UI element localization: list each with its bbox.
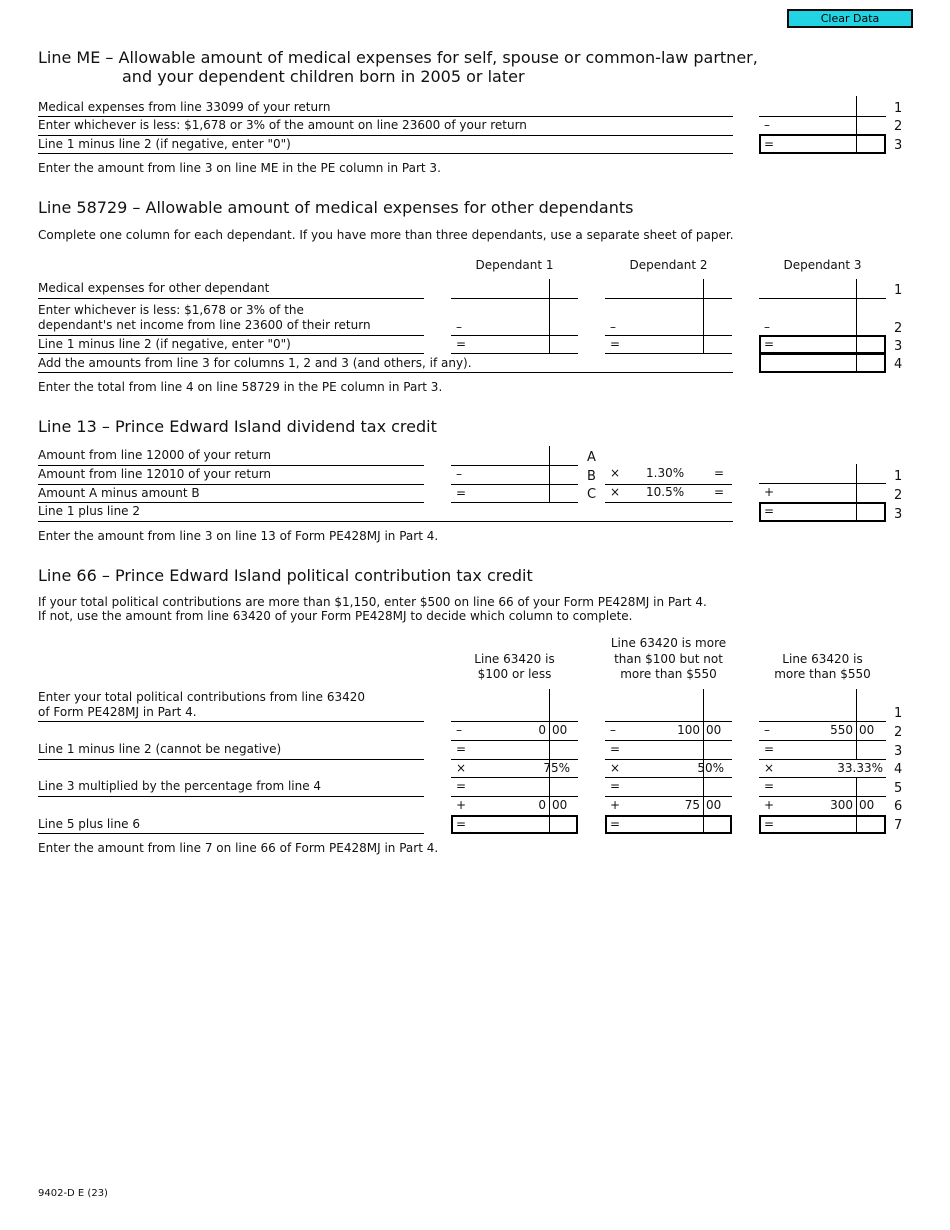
line-66-title: Line 66 – Prince Edward Island political contribution tax credit xyxy=(38,566,533,585)
rule xyxy=(38,116,733,117)
pol-row1-label-b: of Form PE428MJ in Part 4. xyxy=(38,705,197,719)
field-line xyxy=(605,796,732,797)
field-line xyxy=(451,759,578,760)
field-line xyxy=(451,721,578,722)
equals-sign: = xyxy=(456,486,467,500)
equals-sign: = xyxy=(764,337,775,351)
field-line xyxy=(605,298,732,299)
col2-header-c: more than $550 xyxy=(620,667,717,681)
plus-sign: + xyxy=(610,798,621,812)
equals-sign: = xyxy=(610,337,621,351)
field-line xyxy=(605,777,732,778)
col2-line6-cents: 00 xyxy=(706,798,722,812)
field-line xyxy=(605,740,732,741)
minus-sign: – xyxy=(456,723,462,737)
clear-data-button[interactable]: Clear Data xyxy=(787,9,913,28)
line-58729-note: Enter the total from line 4 on line 58729 in the PE column in Part 3. xyxy=(38,380,443,394)
rule xyxy=(38,372,733,373)
line-number: 4 xyxy=(894,357,903,372)
line-13-note: Enter the amount from line 3 on line 13 of Form PE428MJ in Part 4. xyxy=(38,529,439,543)
minus-sign: – xyxy=(764,320,770,334)
cents-divider xyxy=(703,689,704,740)
line-66-intro-1: If your total political contributions are more than $1,150, enter $500 on line 66 of your Form PE428MJ in Part 4. xyxy=(38,595,707,609)
dep3-line3-field[interactable] xyxy=(759,335,886,354)
col1-header-a: Line 63420 is xyxy=(474,652,555,666)
field-line xyxy=(451,353,578,354)
div-row3-label: Line 1 plus line 2 xyxy=(38,504,140,518)
equals-sign: = xyxy=(456,742,467,756)
line-66-intro-2: If not, use the amount from line 63420 of your Form PE428MJ to decide which column to complete. xyxy=(38,609,633,623)
dep-row2-label-a: Enter whichever is less: $1,678 or 3% of the xyxy=(38,303,304,317)
cents-divider xyxy=(703,279,704,353)
rule xyxy=(38,521,733,522)
col1-line6-cents: 00 xyxy=(552,798,568,812)
equals-sign: = xyxy=(764,742,775,756)
field-line xyxy=(451,777,578,778)
equals-sign: = xyxy=(714,466,725,480)
minus-sign: – xyxy=(456,320,462,334)
field-line xyxy=(451,484,578,485)
col3-line7-field[interactable] xyxy=(759,815,886,834)
line-number: 1 xyxy=(894,469,903,484)
letter-b: B xyxy=(587,469,596,484)
col3-line4-rate: 33.33% xyxy=(837,761,883,775)
col1-line4-rate: 75% xyxy=(543,761,570,775)
form-code: 9402-D E (23) xyxy=(38,1188,108,1199)
dep-row3-label: Line 1 minus line 2 (if negative, enter "0") xyxy=(38,337,291,351)
col1-line7-field[interactable] xyxy=(451,815,578,834)
rule xyxy=(38,721,424,722)
equals-sign: = xyxy=(764,779,775,793)
rule xyxy=(38,298,424,299)
field-line xyxy=(759,483,886,484)
cents-divider xyxy=(549,446,550,502)
field-line xyxy=(451,335,578,336)
times-sign: × xyxy=(610,761,621,775)
line-number: 2 xyxy=(894,119,903,134)
cents-divider xyxy=(549,815,550,834)
cents-divider xyxy=(856,335,857,354)
field-line xyxy=(759,777,886,778)
col3-line6-cents: 00 xyxy=(859,798,875,812)
cents-divider xyxy=(856,502,857,522)
rule xyxy=(38,833,424,834)
minus-sign: – xyxy=(610,723,616,737)
div-rowB-label: Amount from line 12010 of your return xyxy=(38,467,272,481)
rule xyxy=(38,465,424,466)
col2-line7-field[interactable] xyxy=(605,815,732,834)
dependant-3-header: Dependant 3 xyxy=(783,258,862,272)
field-line xyxy=(605,335,732,336)
cents-divider xyxy=(856,740,857,759)
minus-sign: – xyxy=(456,467,462,481)
cents-divider xyxy=(703,815,704,834)
pol-row3-label: Line 1 minus line 2 (cannot be negative) xyxy=(38,742,282,756)
equals-sign: = xyxy=(764,817,775,831)
line-me-title: Line ME – Allowable amount of medical expenses for self, spouse or common-law partner, xyxy=(38,48,758,67)
line-number: 1 xyxy=(894,101,903,116)
line-number: 1 xyxy=(894,283,903,298)
rate-2: 10.5% xyxy=(646,485,685,499)
field-line xyxy=(451,465,578,466)
cents-divider xyxy=(549,279,550,353)
rule xyxy=(38,502,424,503)
plus-sign: + xyxy=(764,485,775,499)
line-number: 3 xyxy=(894,138,903,153)
col2-line4-rate: 50% xyxy=(697,761,724,775)
cents-divider xyxy=(856,689,857,740)
field-line xyxy=(759,116,886,117)
col2-header-b: than $100 but not xyxy=(614,652,723,666)
times-sign: × xyxy=(764,761,775,775)
line-number: 2 xyxy=(894,725,903,740)
col3-line6-dollars: 300 xyxy=(830,798,853,812)
me-line3-field[interactable] xyxy=(759,134,886,154)
dep-total-line4-field[interactable] xyxy=(759,354,886,373)
times-sign: × xyxy=(610,466,621,480)
line-number: 1 xyxy=(894,706,903,721)
field-line xyxy=(605,721,732,722)
col2-line2-cents: 00 xyxy=(706,723,722,737)
cents-divider xyxy=(856,815,857,834)
minus-sign: – xyxy=(764,723,770,737)
col1-line6-dollars: 0 xyxy=(538,798,546,812)
dependant-1-header: Dependant 1 xyxy=(475,258,554,272)
col3-line2-cents: 00 xyxy=(859,723,875,737)
line-66-note: Enter the amount from line 7 on line 66 of Form PE428MJ in Part 4. xyxy=(38,841,439,855)
me-row2-label: Enter whichever is less: $1,678 or 3% of the amount on line 23600 of your return xyxy=(38,118,527,132)
equals-sign: = xyxy=(714,485,725,499)
rule xyxy=(38,353,424,354)
line-number: 2 xyxy=(894,321,903,336)
div-rowC-label: Amount A minus amount B xyxy=(38,486,200,500)
rule xyxy=(38,135,733,136)
field-line xyxy=(759,740,886,741)
me-note: Enter the amount from line 3 on line ME in the PE column in Part 3. xyxy=(38,161,441,175)
cents-divider xyxy=(856,279,857,335)
equals-sign: = xyxy=(456,779,467,793)
field-line xyxy=(759,721,886,722)
field-line xyxy=(451,740,578,741)
field-line xyxy=(605,353,732,354)
rate-1: 1.30% xyxy=(646,466,685,480)
equals-sign: = xyxy=(610,779,621,793)
line-number: 3 xyxy=(894,339,903,354)
times-sign: × xyxy=(610,485,621,499)
equals-sign: = xyxy=(610,742,621,756)
line-58729-intro: Complete one column for each dependant. If you have more than three dependants, use a separate sheet of paper. xyxy=(38,228,734,242)
col1-header-b: $100 or less xyxy=(477,667,552,681)
col3-header-b: more than $550 xyxy=(774,667,871,681)
equals-sign: = xyxy=(456,817,467,831)
line-number: 3 xyxy=(894,507,903,522)
equals-sign: = xyxy=(764,137,775,151)
col1-line2-dollars: 0 xyxy=(538,723,546,737)
dep-row2-label-b: dependant's net income from line 23600 of their return xyxy=(38,318,371,332)
line-number: 4 xyxy=(894,762,903,777)
dependant-2-header: Dependant 2 xyxy=(629,258,708,272)
field-line xyxy=(759,759,886,760)
letter-c: C xyxy=(587,487,597,502)
div-rowA-label: Amount from line 12000 of your return xyxy=(38,448,272,462)
equals-sign: = xyxy=(610,817,621,831)
field-line xyxy=(605,759,732,760)
col1-line2-cents: 00 xyxy=(552,723,568,737)
field-line xyxy=(451,502,578,503)
cents-divider xyxy=(856,96,857,134)
equals-sign: = xyxy=(456,337,467,351)
line-58729-title: Line 58729 – Allowable amount of medical expenses for other dependants xyxy=(38,198,634,217)
cents-divider xyxy=(549,689,550,740)
cents-divider xyxy=(856,464,857,502)
line-number: 3 xyxy=(894,744,903,759)
div-line3-field[interactable] xyxy=(759,502,886,522)
pol-row5-label: Line 3 multiplied by the percentage from line 4 xyxy=(38,779,322,793)
line-13-title: Line 13 – Prince Edward Island dividend tax credit xyxy=(38,417,437,436)
rule xyxy=(38,484,424,485)
plus-sign: + xyxy=(456,798,467,812)
line-number: 6 xyxy=(894,799,903,814)
col2-line2-dollars: 100 xyxy=(677,723,700,737)
minus-sign: – xyxy=(764,118,770,132)
col3-header-a: Line 63420 is xyxy=(782,652,863,666)
rule xyxy=(38,759,424,760)
times-sign: × xyxy=(456,761,467,775)
pol-row7-label: Line 5 plus line 6 xyxy=(38,817,140,831)
col2-line6-dollars: 75 xyxy=(684,798,700,812)
field-line xyxy=(451,796,578,797)
col3-line2-dollars: 550 xyxy=(830,723,853,737)
line-number: 2 xyxy=(894,488,903,503)
field-line xyxy=(759,298,886,299)
plus-sign: + xyxy=(764,798,775,812)
rule xyxy=(605,502,732,503)
minus-sign: – xyxy=(610,320,616,334)
field-line xyxy=(451,298,578,299)
rule xyxy=(38,153,733,154)
rule xyxy=(38,335,424,336)
dep-row4-label: Add the amounts from line 3 for columns 1, 2 and 3 (and others, if any). xyxy=(38,356,472,370)
equals-sign: = xyxy=(764,504,775,518)
dep-row1-label: Medical expenses for other dependant xyxy=(38,281,270,295)
me-row3-label: Line 1 minus line 2 (if negative, enter "0") xyxy=(38,137,291,151)
letter-a: A xyxy=(587,450,596,465)
pol-row1-label-a: Enter your total political contributions from line 63420 xyxy=(38,690,366,704)
line-me-title-cont: and your dependent children born in 2005 or later xyxy=(122,67,525,86)
col2-header-a: Line 63420 is more xyxy=(610,636,727,650)
cents-divider xyxy=(856,354,857,373)
cents-divider xyxy=(856,134,857,154)
field-line xyxy=(759,796,886,797)
rule xyxy=(38,796,424,797)
me-row1-label: Medical expenses from line 33099 of your return xyxy=(38,100,331,114)
line-number: 7 xyxy=(894,818,903,833)
line-number: 5 xyxy=(894,781,903,796)
